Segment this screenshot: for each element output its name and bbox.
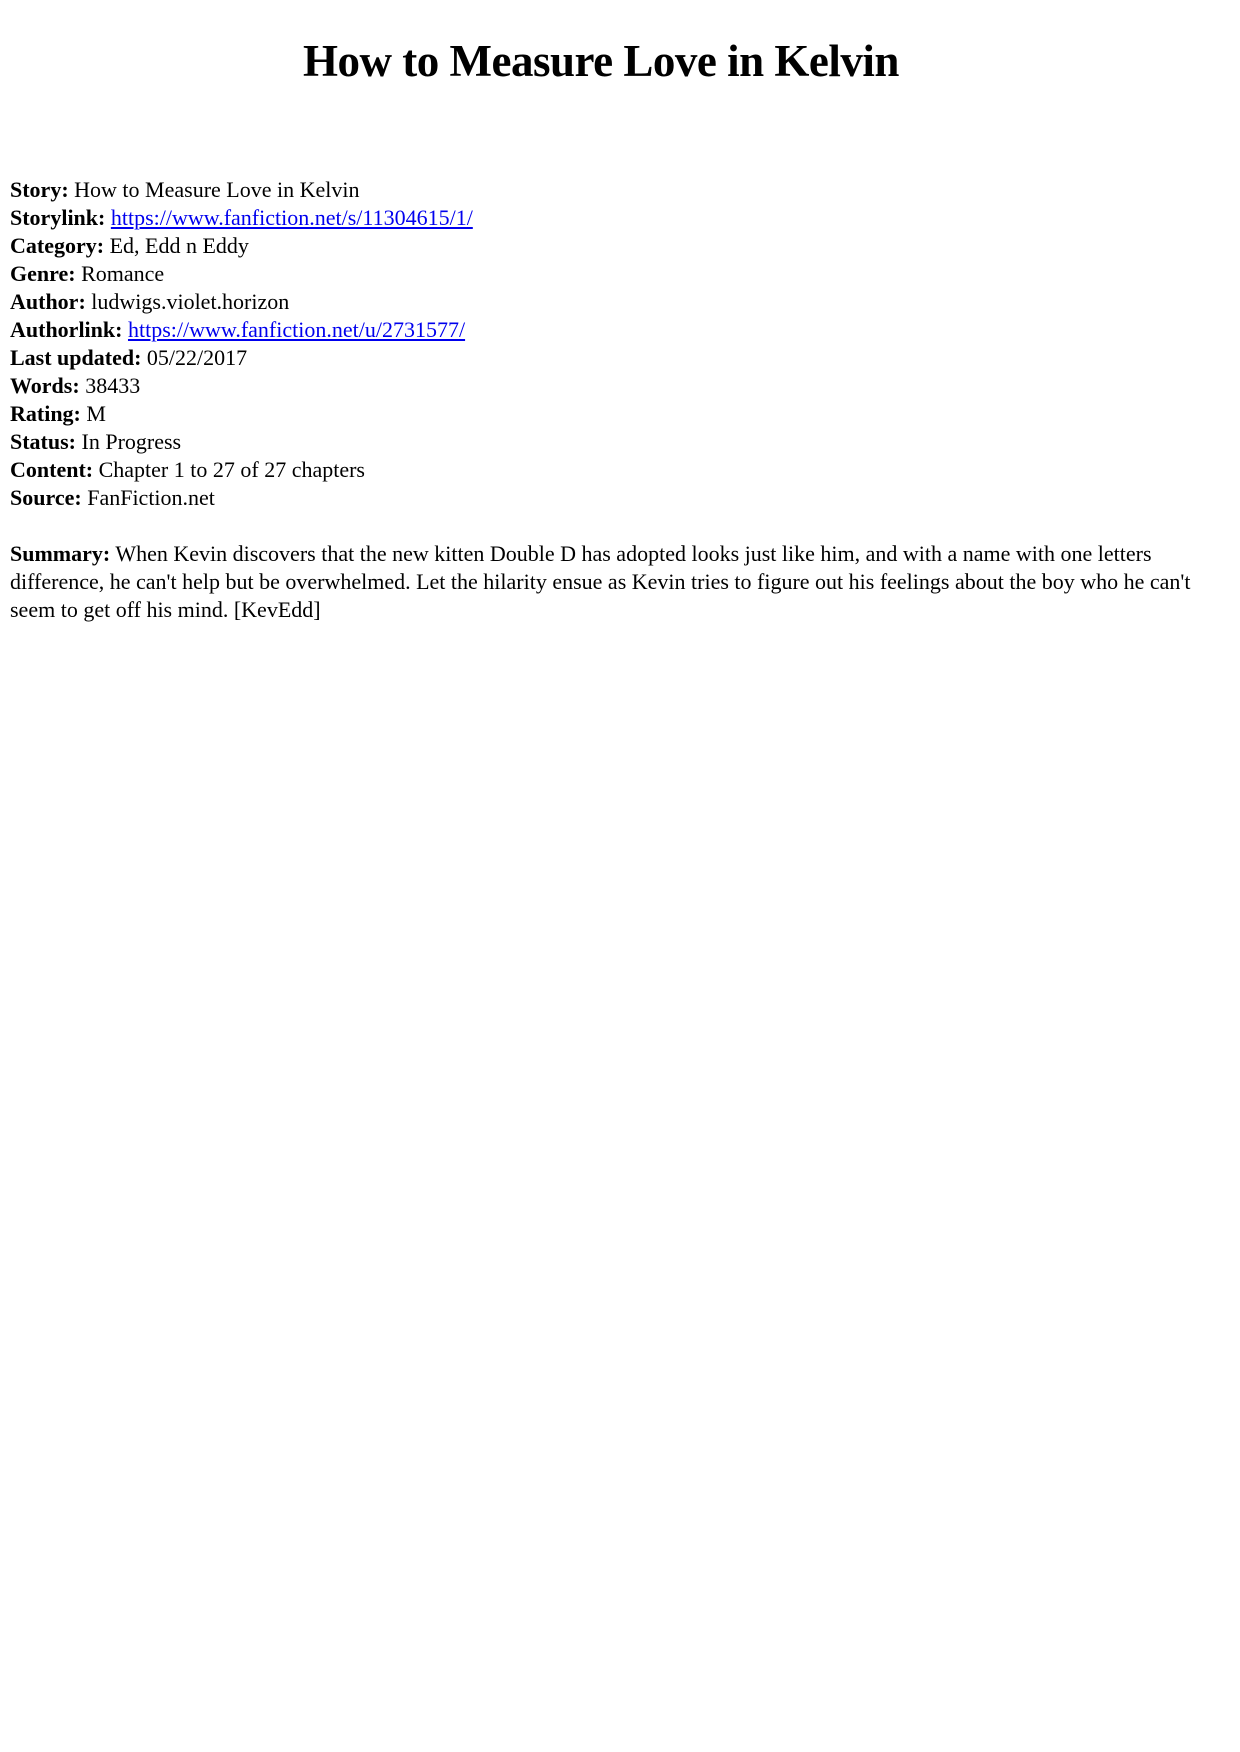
meta-label-author: Author: bbox=[10, 289, 86, 314]
meta-row-category bbox=[10, 232, 1192, 260]
meta-row-story bbox=[10, 176, 1192, 204]
meta-value-words: 38433 bbox=[85, 373, 141, 398]
meta-label-genre: Genre: bbox=[10, 261, 76, 286]
summary-paragraph bbox=[10, 540, 1192, 624]
meta-value-story: How to Measure Love in Kelvin bbox=[74, 177, 360, 202]
meta-label-content: Content: bbox=[10, 457, 94, 482]
meta-row-storylink bbox=[10, 204, 1192, 232]
meta-value-status: In Progress bbox=[81, 429, 182, 454]
meta-value-rating: M bbox=[86, 401, 106, 426]
meta-label-authorlink: Authorlink: bbox=[10, 317, 123, 342]
meta-row-authorlink bbox=[10, 316, 1192, 344]
meta-label-story: Story: bbox=[10, 177, 69, 202]
meta-row-genre bbox=[10, 260, 1192, 288]
meta-label-source: Source: bbox=[10, 485, 82, 510]
meta-value-content: Chapter 1 to 27 of 27 chapters bbox=[98, 457, 365, 482]
meta-label-words: Words: bbox=[10, 373, 80, 398]
meta-row-status bbox=[10, 428, 1192, 456]
authorlink-link[interactable]: https://www.fanfiction.net/u/2731577/ bbox=[127, 317, 466, 342]
summary-label: Summary: bbox=[10, 541, 111, 566]
meta-label-storylink: Storylink: bbox=[10, 205, 106, 230]
meta-row-source bbox=[10, 484, 1192, 512]
meta-row-author bbox=[10, 288, 1192, 316]
meta-label-category: Category: bbox=[10, 233, 105, 258]
meta-label-status: Status: bbox=[10, 429, 77, 454]
meta-value-last-updated: 05/22/2017 bbox=[146, 345, 248, 370]
meta-row-last-updated bbox=[10, 344, 1192, 372]
meta-value-author: ludwigs.violet.horizon bbox=[91, 289, 290, 314]
meta-row-rating bbox=[10, 400, 1192, 428]
meta-value-source: FanFiction.net bbox=[87, 485, 215, 510]
meta-label-rating: Rating: bbox=[10, 401, 81, 426]
meta-row-words bbox=[10, 372, 1192, 400]
meta-value-category: Ed, Edd n Eddy bbox=[109, 233, 249, 258]
summary-text: When Kevin discovers that the new kitten Double D has adopted looks just like him, and with a name with one letters difference, he can't help but be overwhelmed. Let the hilarity ensue as Kevin tries to figure out his feelings about the boy who he can't seem to get off his mind. [KevEdd] bbox=[10, 541, 1191, 622]
storylink-link[interactable]: https://www.fanfiction.net/s/11304615/1/ bbox=[110, 205, 473, 230]
metadata-block bbox=[10, 176, 1192, 512]
document-title: How to Measure Love in Kelvin bbox=[303, 36, 899, 86]
meta-value-genre: Romance bbox=[81, 261, 165, 286]
meta-row-content bbox=[10, 456, 1192, 484]
meta-label-last-updated: Last updated: bbox=[10, 345, 142, 370]
